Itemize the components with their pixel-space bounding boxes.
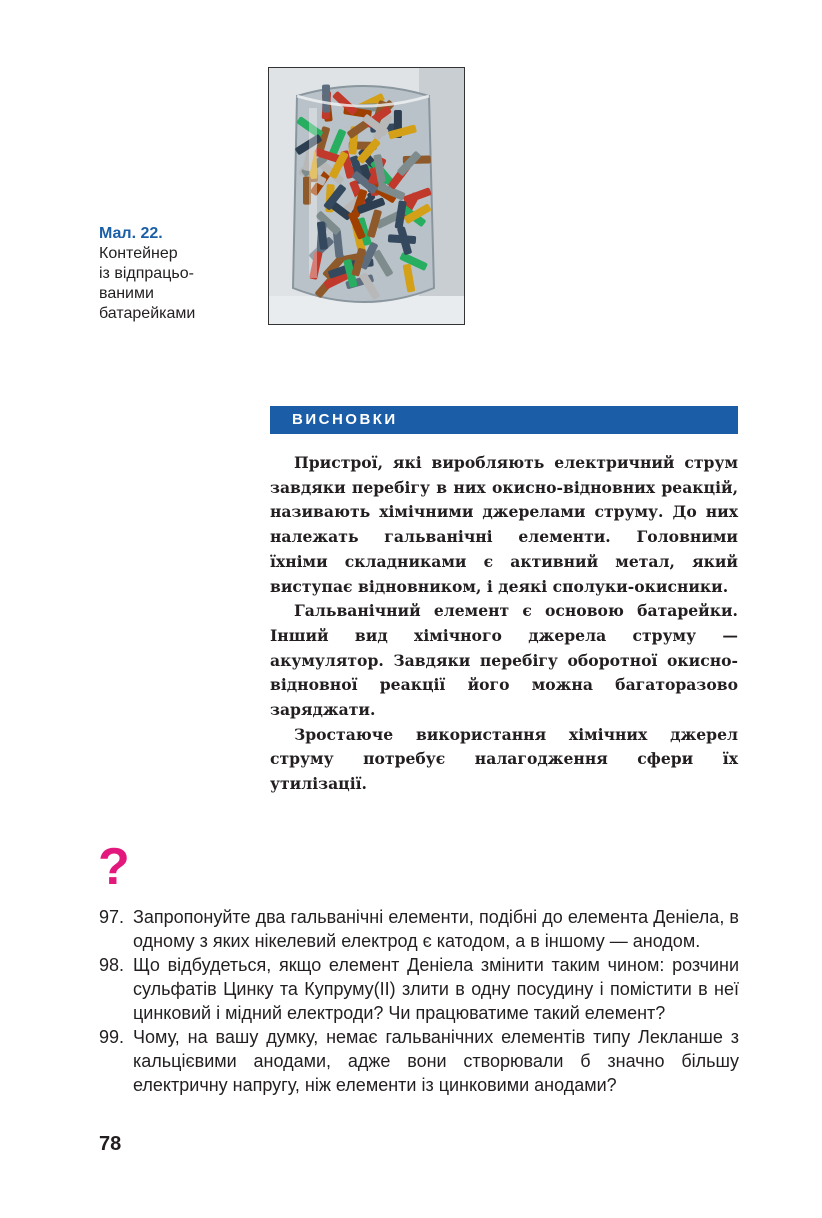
- question-text: Чому, на вашу думку, немає гальванічних елементів типу Лекланше з кальцієвими анодами, адже вони створювали б значно більшу електричну напругу, ніж елементи із цинковими анодами?: [133, 1027, 739, 1095]
- question-item: [99, 1025, 739, 1097]
- figure-number: Мал. 22.: [99, 225, 163, 242]
- question-number: 98.: [99, 955, 125, 975]
- conclusions-paragraph: Гальванічний елемент є основою батарейки. Інший вид хімічного джерела струму — акумулятор. Завдяки перебігу оборотної окисно-відновної реакції його можна багаторазово заряджати.: [270, 601, 738, 720]
- questions-list: [99, 905, 739, 1097]
- question-item: [99, 905, 739, 953]
- question-text: Запропонуйте два гальванічні елементи, подібні до елемента Деніела, в одному з яких нікелевий електрод є катодом, а в іншому — анодом.: [133, 907, 739, 951]
- battery-container-illustration: [269, 68, 464, 324]
- conclusions-body: [270, 451, 738, 797]
- conclusions-paragraph: Пристрої, які виробляють електричний струм завдяки перебігу в них окисно-відновних реакцій, називають хімічними джерелами струму. До них належать гальванічні елементи. Головними їхніми складниками є активний метал, який виступає відновником, і деякі сполуки-окисники.: [270, 453, 738, 596]
- figure-caption: [99, 224, 259, 324]
- question-text: Що відбудеться, якщо елемент Деніела змінити таким чином: розчини сульфатів Цинку та Купруму(ІІ) злити в одну посудину і помістити в неї цинковий і мідний електроди? Чи працюватиме такий елемент?: [133, 955, 739, 1023]
- caption-line: із відпрацьо-: [99, 265, 194, 282]
- battery-container-photo: [268, 67, 465, 325]
- question-mark-icon: ?: [98, 838, 130, 896]
- conclusions-paragraph: Зростаюче використання хімічних джерел струму потребує налагодження сфери їх утилізації.: [270, 724, 738, 794]
- caption-line: ваними: [99, 285, 154, 302]
- caption-line: Контейнер: [99, 245, 178, 262]
- battery-shape: [322, 84, 330, 112]
- page-number: 78: [99, 1133, 122, 1155]
- question-number: 99.: [99, 1027, 125, 1047]
- conclusions-heading: ВИСНОВКИ: [270, 406, 738, 434]
- caption-line: батарейками: [99, 305, 196, 322]
- question-item: [99, 953, 739, 1025]
- question-number: 97.: [99, 907, 125, 927]
